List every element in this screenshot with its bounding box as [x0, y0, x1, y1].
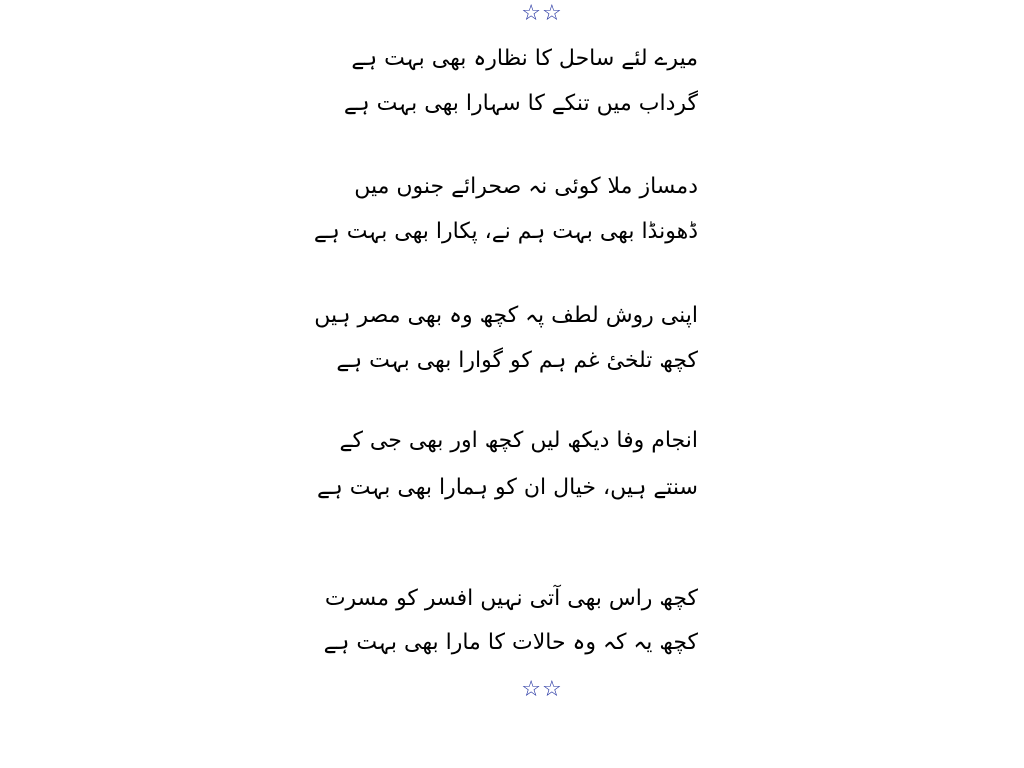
verse-line: کچھ یہ کہ وہ حالات کا مارا بھی بہت ہے — [323, 630, 698, 655]
verse-line: انجام وفا دیکھ لیں کچھ اور بھی جی کے — [339, 428, 698, 453]
verse-line: سنتے ہیں، خیال ان کو ہمارا بھی بہت ہے — [316, 475, 698, 500]
star-icon-pair-bottom: ☆☆ — [521, 677, 563, 702]
verse-line: اپنی روش لطف پہ کچھ وہ بھی مصر ہیں — [314, 303, 698, 328]
verse-line: کچھ تلخیٔ غم ہم کو گوارا بھی بہت ہے — [336, 348, 698, 373]
verse-line: ڈھونڈا بھی بہت ہم نے، پکارا بھی بہت ہے — [313, 219, 698, 244]
verse-line: میرے لئے ساحل کا نظارہ بھی بہت ہے — [351, 46, 698, 71]
verse-line: گرداب میں تنکے کا سہارا بھی بہت ہے — [343, 91, 698, 116]
ghazal-text — [313, 0, 698, 768]
bottom-star-ornament — [0, 678, 1024, 702]
verse-line: دمساز ملا کوئی نہ صحرائے جنوں میں — [354, 174, 698, 199]
verse-line: کچھ راس بھی آتی نہیں افسر کو مسرت — [324, 586, 698, 611]
star-icon-pair-top: ☆☆ — [521, 1, 563, 26]
